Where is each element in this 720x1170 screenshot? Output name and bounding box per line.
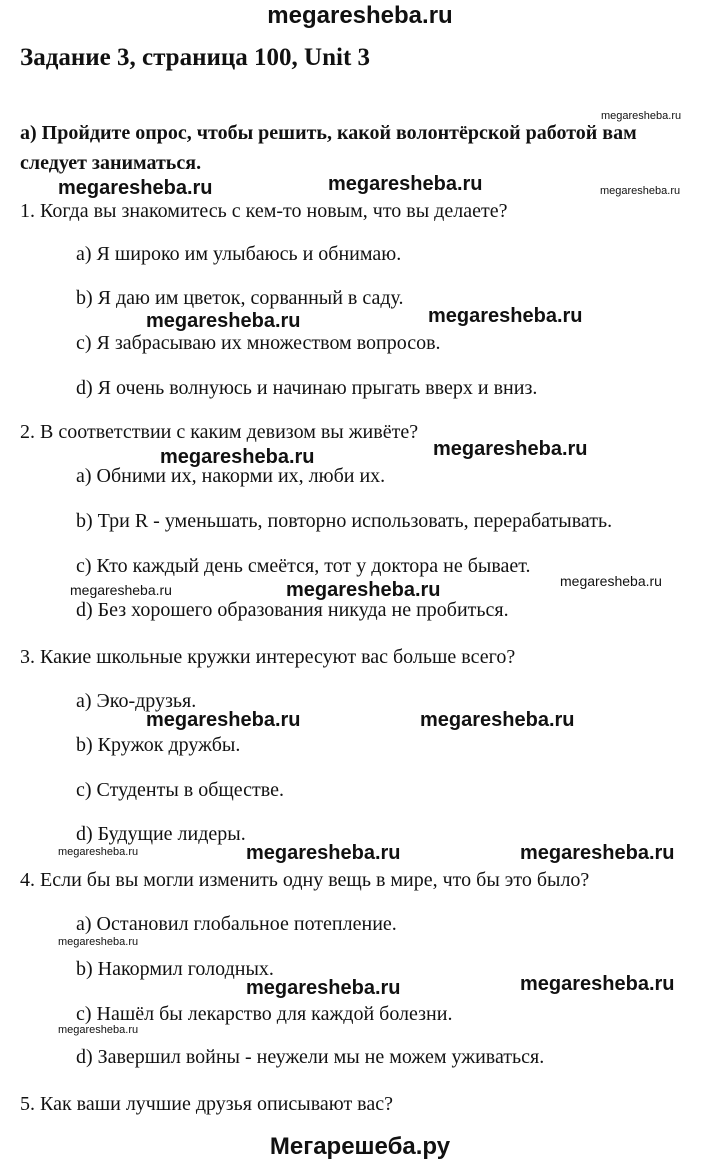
watermark: megaresheba.ru xyxy=(58,1024,139,1036)
watermark: megaresheba.ru xyxy=(70,582,172,598)
watermark: megaresheba.ru xyxy=(560,573,662,589)
question-1: 1. Когда вы знакомитесь с кем-то новым, что вы делаете? xyxy=(20,200,508,222)
question-1-option-b: b) Я даю им цветок, сорванный в саду. xyxy=(76,287,404,309)
watermark: megaresheba.ru xyxy=(420,709,575,731)
question-3: 3. Какие школьные кружки интересуют вас больше всего? xyxy=(20,646,516,668)
watermark: megaresheba.ru xyxy=(601,110,682,122)
question-1-option-c: c) Я забрасываю их множеством вопросов. xyxy=(76,332,441,354)
question-3-option-a: a) Эко-друзья. xyxy=(76,690,197,712)
question-3-option-b: b) Кружок дружбы. xyxy=(76,734,241,756)
watermark: megaresheba.ru xyxy=(246,842,401,864)
watermark: megaresheba.ru xyxy=(433,438,588,460)
question-3-option-d: d) Будущие лидеры. xyxy=(76,823,246,845)
watermark: megaresheba.ru xyxy=(520,973,675,995)
watermark: megaresheba.ru xyxy=(286,579,441,601)
watermark: megaresheba.ru xyxy=(146,709,301,731)
watermark: megaresheba.ru xyxy=(246,977,401,999)
question-2-option-b: b) Три R - уменьшать, повторно использовать, перерабатывать. xyxy=(76,510,613,532)
question-1-option-d: d) Я очень волнуюсь и начинаю прыгать вверх и вниз. xyxy=(76,377,538,399)
question-3-option-c: c) Студенты в обществе. xyxy=(76,779,284,801)
question-2-option-c: c) Кто каждый день смеётся, тот у доктора не бывает. xyxy=(76,555,531,577)
site-footer-watermark: Мегарешеба.ру xyxy=(269,1133,451,1160)
watermark: megaresheba.ru xyxy=(160,446,315,468)
watermark: megaresheba.ru xyxy=(58,177,213,199)
question-4-option-d: d) Завершил войны - неужели мы не можем уживаться. xyxy=(76,1046,545,1068)
page-title: Задание 3, страница 100, Unit 3 xyxy=(20,44,371,71)
task-instruction-line-1: a) Пройдите опрос, чтобы решить, какой волонтёрской работой вам xyxy=(20,122,637,144)
question-5: 5. Как ваши лучшие друзья описывают вас? xyxy=(20,1093,393,1115)
question-2-option-a: a) Обними их, накорми их, люби их. xyxy=(76,465,386,487)
question-4-option-c: c) Нашёл бы лекарство для каждой болезни. xyxy=(76,1003,453,1025)
question-2-option-d: d) Без хорошего образования никуда не пробиться. xyxy=(76,599,509,621)
watermark: megaresheba.ru xyxy=(58,936,139,948)
watermark: megaresheba.ru xyxy=(146,310,301,332)
question-4: 4. Если бы вы могли изменить одну вещь в мире, что бы это было? xyxy=(20,869,590,891)
site-header-watermark: megaresheba.ru xyxy=(267,2,453,29)
watermark: megaresheba.ru xyxy=(428,305,583,327)
question-4-option-b: b) Накормил голодных. xyxy=(76,958,274,980)
watermark: megaresheba.ru xyxy=(520,842,675,864)
watermark: megaresheba.ru xyxy=(600,185,681,197)
question-2: 2. В соответствии с каким девизом вы живёте? xyxy=(20,421,419,443)
question-4-option-a: a) Остановил глобальное потепление. xyxy=(76,913,397,935)
task-instruction-line-2: следует заниматься. xyxy=(20,152,202,174)
watermark: megaresheba.ru xyxy=(58,846,139,858)
question-1-option-a: a) Я широко им улыбаюсь и обнимаю. xyxy=(76,243,402,265)
watermark: megaresheba.ru xyxy=(328,173,483,195)
